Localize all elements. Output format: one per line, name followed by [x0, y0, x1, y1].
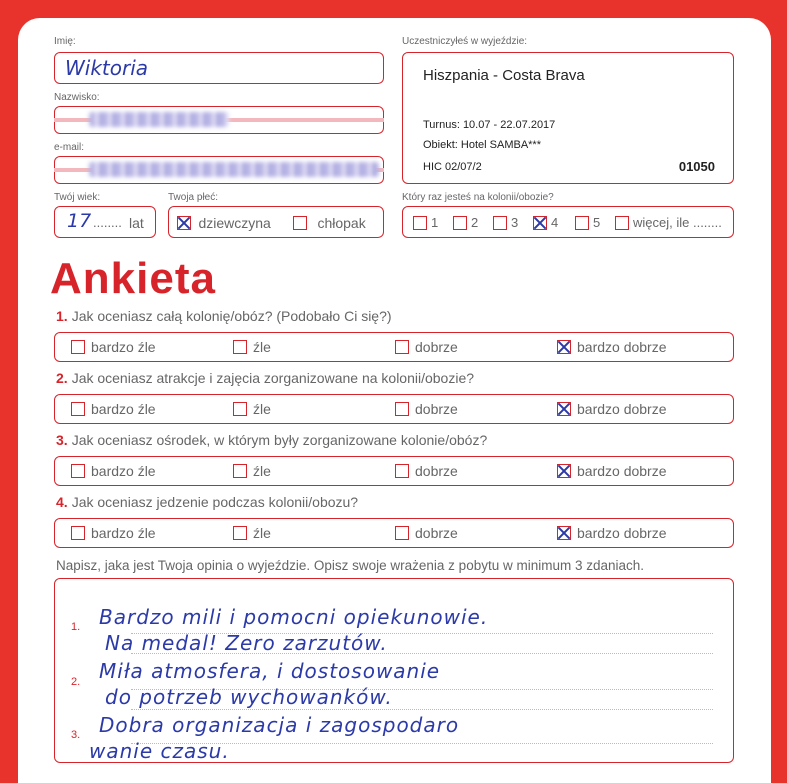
count-label-5: 5 [593, 215, 601, 231]
rating-checkbox[interactable] [233, 526, 247, 540]
count-option-more[interactable] [615, 214, 722, 232]
rating-option[interactable] [71, 338, 156, 355]
trip-code: HIC 02/07/2 [423, 161, 482, 173]
trip-label: Uczestniczyłeś w wyjeździe: [402, 36, 528, 47]
gender-label: Twoja płeć: [168, 192, 219, 203]
rating-checkbox[interactable] [233, 340, 247, 354]
count-label-1: 1 [431, 215, 439, 231]
count-checkbox-1[interactable] [413, 216, 427, 230]
question-3-options [54, 456, 734, 486]
rating-checkbox[interactable] [71, 402, 85, 416]
trip-turnus: Turnus: 10.07 - 22.07.2017 [423, 119, 556, 131]
name-field[interactable] [54, 52, 384, 84]
rating-checkbox[interactable] [395, 464, 409, 478]
gender-girl-label: dziewczyna [198, 214, 271, 231]
count-checkbox-5[interactable] [575, 216, 589, 230]
rating-option[interactable] [395, 524, 458, 541]
rating-label: bardzo dobrze [577, 463, 667, 480]
question-4-options [54, 518, 734, 548]
question-2-text [56, 370, 474, 386]
gender-girl-option[interactable] [177, 214, 271, 232]
count-label-3: 3 [511, 215, 519, 231]
question-number: 3. [56, 432, 68, 448]
opinion-number-2: 2. [71, 676, 81, 688]
rating-checkbox[interactable] [557, 526, 571, 540]
rating-option[interactable] [233, 400, 271, 417]
surname-redacted [89, 112, 229, 127]
rating-label: źle [253, 463, 271, 480]
rating-label: dobrze [415, 339, 458, 356]
name-label: Imię: [54, 36, 76, 47]
rating-checkbox[interactable] [395, 340, 409, 354]
writing-line [131, 709, 713, 710]
rating-checkbox[interactable] [71, 526, 85, 540]
question-2-options [54, 394, 734, 424]
count-label: Który raz jesteś na kolonii/obozie? [402, 192, 554, 203]
rating-checkbox[interactable] [71, 464, 85, 478]
opinion-number-3: 3. [71, 729, 81, 741]
age-value: 17 [67, 210, 92, 232]
count-checkbox-3[interactable] [493, 216, 507, 230]
count-option-1[interactable] [413, 214, 438, 232]
question-number: 1. [56, 308, 68, 324]
question-1-options [54, 332, 734, 362]
rating-option[interactable] [233, 462, 271, 479]
count-checkbox-more[interactable] [615, 216, 629, 230]
name-value: Wiktoria [65, 56, 149, 80]
rating-label: bardzo dobrze [577, 401, 667, 418]
rating-checkbox[interactable] [233, 464, 247, 478]
rating-option[interactable] [233, 524, 271, 541]
opinion-prompt: Napisz, jaka jest Twoja opinia o wyjeździe. Opisz swoje wrażenia z pobytu w minimum 3 zdaniach. [56, 558, 645, 573]
count-option-5[interactable] [575, 214, 600, 232]
gender-boy-checkbox[interactable] [293, 216, 307, 230]
email-field[interactable] [54, 156, 384, 184]
rating-label: dobrze [415, 401, 458, 418]
age-unit: lat [129, 215, 144, 231]
rating-checkbox[interactable] [395, 402, 409, 416]
count-field [402, 206, 734, 238]
question-label: Jak oceniasz jedzenie podczas kolonii/obozu? [71, 494, 359, 510]
trip-destination: Hiszpania - Costa Brava [423, 67, 585, 84]
rating-checkbox[interactable] [557, 402, 571, 416]
age-dots: ........ [93, 215, 122, 230]
rating-option[interactable] [71, 400, 156, 417]
rating-checkbox[interactable] [395, 526, 409, 540]
opinion-line-1: Bardzo mili i pomocni opiekunowie. [99, 605, 489, 629]
rating-checkbox[interactable] [71, 340, 85, 354]
rating-label: bardzo dobrze [577, 339, 667, 356]
question-number: 4. [56, 494, 68, 510]
rating-label: źle [253, 401, 271, 418]
question-label: Jak oceniasz atrakcje i zajęcia zorganizowane na kolonii/obozie? [71, 370, 475, 386]
rating-option[interactable] [395, 338, 458, 355]
rating-label: bardzo źle [91, 463, 156, 480]
surname-label: Nazwisko: [54, 92, 100, 103]
opinion-line-4: do potrzeb wychowanków. [105, 685, 393, 709]
survey-title: Ankieta [50, 254, 216, 303]
rating-option[interactable] [395, 400, 458, 417]
question-3-text [56, 432, 487, 448]
rating-label: bardzo źle [91, 339, 156, 356]
trip-number: 01050 [678, 159, 715, 174]
question-label: Jak oceniasz całą kolonię/obóz? (Podobało Ci się?) [71, 308, 392, 324]
gender-boy-option[interactable] [293, 214, 366, 232]
surname-field[interactable] [54, 106, 384, 134]
trip-obiekt: Obiekt: Hotel SAMBA*** [423, 139, 541, 151]
count-option-3[interactable] [493, 214, 518, 232]
count-checkbox-2[interactable] [453, 216, 467, 230]
count-checkbox-4[interactable] [533, 216, 547, 230]
count-label-more: więcej, ile ........ [633, 215, 722, 231]
email-label: e-mail: [54, 142, 85, 153]
age-label: Twój wiek: [54, 192, 101, 203]
opinion-line-3: Miła atmosfera, i dostosowanie [99, 659, 441, 683]
question-1-text [56, 308, 392, 324]
rating-label: źle [253, 525, 271, 542]
rating-label: dobrze [415, 525, 458, 542]
rating-checkbox[interactable] [557, 464, 571, 478]
rating-option[interactable] [557, 338, 667, 355]
rating-label: bardzo źle [91, 525, 156, 542]
rating-label: źle [253, 339, 271, 356]
opinion-number-1: 1. [71, 621, 81, 633]
count-option-4[interactable] [533, 214, 558, 232]
rating-option[interactable] [233, 338, 271, 355]
opinion-textarea[interactable] [54, 578, 734, 763]
count-label-2: 2 [471, 215, 479, 231]
email-redacted [89, 162, 379, 177]
question-4-text [56, 494, 358, 510]
count-label-4: 4 [551, 215, 559, 231]
gender-boy-label: chłopak [317, 214, 366, 231]
rating-option[interactable] [71, 524, 156, 541]
gender-field [168, 206, 384, 238]
rating-option[interactable] [557, 524, 667, 541]
rating-option[interactable] [557, 462, 667, 479]
trip-info-box [402, 52, 734, 184]
count-option-2[interactable] [453, 214, 478, 232]
rating-checkbox[interactable] [557, 340, 571, 354]
opinion-line-6: wanie czasu. [89, 739, 230, 763]
age-field[interactable] [54, 206, 156, 238]
opinion-line-2: Na medal! Zero zarzutów. [105, 631, 388, 655]
rating-label: dobrze [415, 463, 458, 480]
survey-sheet [18, 18, 771, 783]
rating-option[interactable] [395, 462, 458, 479]
opinion-line-5: Dobra organizacja i zagospodaro [99, 713, 460, 737]
rating-label: bardzo dobrze [577, 525, 667, 542]
rating-option[interactable] [71, 462, 156, 479]
question-number: 2. [56, 370, 68, 386]
rating-label: bardzo źle [91, 401, 156, 418]
rating-option[interactable] [557, 400, 667, 417]
question-label: Jak oceniasz ośrodek, w którym były zorganizowane kolonie/obóz? [71, 432, 488, 448]
rating-checkbox[interactable] [233, 402, 247, 416]
gender-girl-checkbox[interactable] [177, 216, 191, 230]
